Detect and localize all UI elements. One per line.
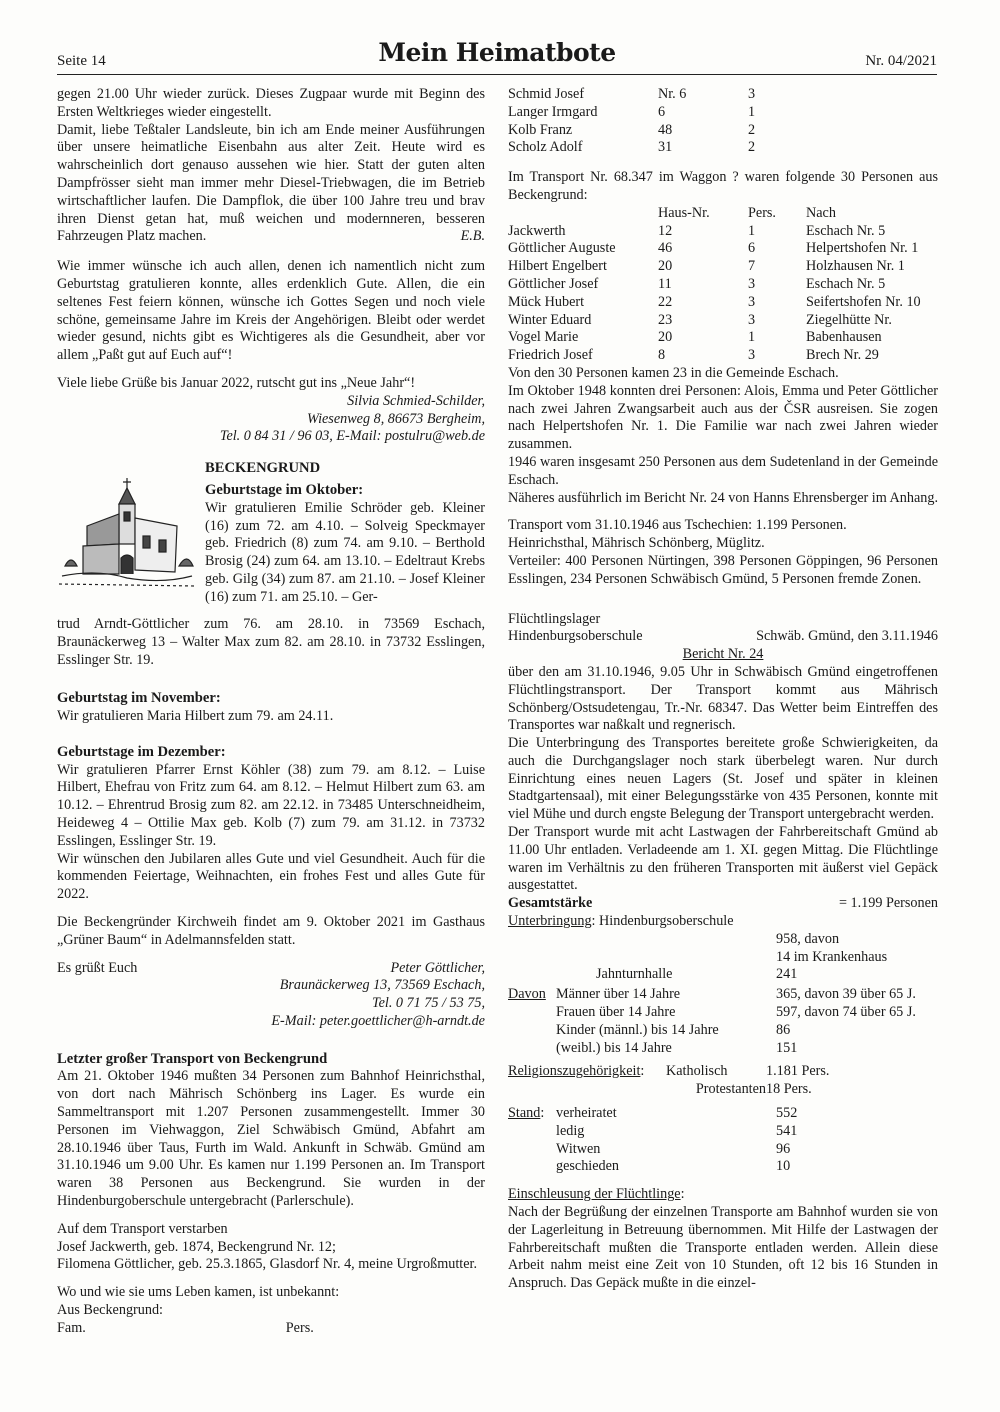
- table-cell: Witwen: [556, 1140, 601, 1157]
- table-cell: 2: [748, 121, 756, 138]
- church-illustration: [57, 474, 197, 594]
- row-label: [508, 1158, 556, 1176]
- table-cell: Hilbert Engelbert: [508, 258, 607, 275]
- table-cell: 1: [748, 329, 756, 346]
- paragraph: Der Transport wurde mit acht Lastwagen der Fahrbereitschaft Gmünd ab 11.00 Uhr entladen. Verladeende am 1. XI. gegen Mittag. Die Flüchtlinge waren im Verhältnis zu den früheren Transporten mit äußerst viel Gepäck ausgestattet.: [508, 824, 938, 894]
- religion-table: [508, 1063, 938, 1099]
- table-cell: 86: [776, 1021, 791, 1038]
- table-row: [508, 258, 938, 276]
- table-row: [508, 1123, 836, 1141]
- table-row: [508, 86, 788, 104]
- table-cell: 3: [748, 86, 756, 102]
- table-row: [508, 139, 788, 157]
- table-cell: 6: [748, 240, 756, 257]
- table-cell: 597, davon 74 über 65 J.: [776, 1004, 916, 1021]
- subsection-title: Geburtstage im Dezember:: [57, 743, 226, 760]
- table-cell: Holzhausen Nr. 1: [806, 258, 905, 275]
- paragraph: Von den 30 Personen kamen 23 in die Gemeinde Eschach.: [508, 364, 839, 381]
- table-cell: Jackwerth: [508, 222, 566, 239]
- table-row: [508, 1141, 836, 1159]
- gym-row: Jahnturnhalle 241: [596, 966, 798, 983]
- table-cell: 12: [658, 222, 673, 239]
- table-cell: 18 Pers.: [766, 1081, 812, 1098]
- row-label: [508, 1040, 556, 1058]
- row-label: [508, 1123, 556, 1141]
- table-cell: Brech Nr. 29: [806, 347, 879, 364]
- table-cell: geschieden: [556, 1158, 620, 1175]
- table-row: [508, 223, 938, 241]
- table-cell: 552: [776, 1105, 798, 1122]
- paragraph: Die Unterbringung des Transportes bereitete große Schwierigkeiten, da auch die Durchgangslager noch stark überbelegt waren. Nur durch Einrichtung eines neuen Lagers (St. Josef und später in kleinen Stadtgartensaal), mit einer Belegungsstärke von 435 Personen, konnte mit viel Mühe und durch engste Belegung der Transport untergebracht werden.: [508, 735, 938, 823]
- table-cell: 20: [658, 329, 673, 346]
- table-row: [508, 276, 938, 294]
- paragraph: Flüchtlingslager: [508, 610, 601, 627]
- table-cell: Männer über 14 Jahre: [556, 986, 681, 1003]
- table-cell: 3: [748, 347, 756, 364]
- paragraph: Näheres ausführlich im Bericht Nr. 24 von Hanns Ehrensberger im Anhang.: [508, 489, 938, 506]
- row-label: Davon: [508, 986, 546, 1003]
- row-label: Religionszugehörigkeit:: [508, 1063, 645, 1080]
- transport-table: [508, 205, 938, 365]
- table-row: [508, 122, 788, 140]
- table-cell: Nr. 6: [658, 86, 687, 102]
- table-row: [508, 294, 938, 312]
- issue-number: Nr. 04/2021: [865, 53, 937, 69]
- table-row: [508, 1158, 836, 1176]
- table-cell: 1: [748, 103, 756, 120]
- breakdown-table: [508, 986, 938, 1057]
- paragraph: Wir gratulieren Pfarrer Ernst Köhler (38) zum 79. am 8.12. – Luise Hilbert, Ehefrau von Fritz zum 64. am 8.12. – Helmut Hilbert zum 63. am 10.12. – Ehrentrud Brosig zum 82. am 22.12. in 73485 Unterschneidheim, Heideweg 4 – Ottilie Max geb. Kolb (7) zum 79. am 31.12. in 73732 Esslingen, Esslinger Str. 19.: [57, 761, 485, 849]
- signature-name: Peter Göttlicher,: [390, 959, 485, 976]
- paragraph: Wir gratulieren Maria Hilbert zum 79. am 24.11.: [57, 707, 334, 724]
- paragraph: Josef Jackwerth, geb. 1874, Beckengrund Nr. 12;: [57, 1238, 336, 1255]
- table-cell: Katholisch: [666, 1063, 728, 1080]
- table-row: [508, 104, 788, 122]
- table-cell: Friedrich Josef: [508, 347, 593, 364]
- table-row: [508, 312, 938, 330]
- table-cell: Mück Hubert: [508, 293, 585, 310]
- table-cell: 151: [776, 1039, 798, 1056]
- paragraph: Nach der Begrüßung der einzelnen Transporte am Bahnhof wurden sie von der Lagerleitung in Betreuung übernommen. Mit Hilfe der Lastwagen der Fahrbereitschaft mußten die Transporte entladen werden. Allein diese Arbeit nahm meist eine Zeit von 10 Stunden, oft 12 bis 16 Stunden in Anspruch. Das Gepäck mußte in die einzel-: [508, 1204, 938, 1292]
- table-cell: 23: [658, 311, 673, 328]
- table-cell: Scholz Adolf: [508, 139, 583, 156]
- signature-block: [57, 960, 485, 978]
- table-row: [508, 986, 938, 1004]
- table-row: [508, 240, 938, 258]
- table-cell: Langer Irmgard: [508, 103, 598, 120]
- table-cell: 3: [748, 275, 756, 292]
- subsection-title: Geburtstage im Oktober:: [205, 481, 364, 498]
- row-label: [508, 1141, 556, 1159]
- paragraph: Wie immer wünsche ich auch allen, denen ich namentlich nicht zum Geburtstag gratulieren konnte, alles erdenklich Gute. Allen, die ein seltenes Fest feiern können, wünsche ich Gottes Segen und noch viele schöne, gemeinsame Jahre im Kreis der Angehörigen. Bleibt oder werdet wieder gesund, nichts gibt es Wichtigeres als die Gesundheit, aber vor allem „Paßt gut auf Euch auf“!: [57, 258, 485, 364]
- paragraph: Damit, liebe Teßtaler Landsleute, bin ich am Ende meiner Ausführungen über unsere heimatliche Eisenbahn aus alter Zeit. Heute wird es wahrscheinlich dort genauso aussehen wie hier. Statt der guten alten Dampfrösser sieht man immer mehr Diesel-Triebwagen, die im Betrieb wirtschaftlicher laufen. Die Dampflok, die über 100 Jahre treu und brav ihren Dienst getan hat, muß weichen und modernneren, besseren Fahrzeugen Platz machen. E.B.: [57, 121, 485, 245]
- table-cell: Winter Eduard: [508, 311, 592, 328]
- paragraph: Am 21. Oktober 1946 mußten 34 Personen zum Bahnhof Heinrichsthal, von dort nach Mährisch Schönberg ins Lager. Es wurde ein Sammeltransport mit 1.207 Personen zusammengestellt. Immer 30 Personen im Viehwaggon, Ziel Schwäbisch Gmünd, Abfahrt am 28.10.1946 über Taus, Furth im Wald. Ankunft in Schwäb. Gmünd am 31.10.1946 um 9.00 Uhr. Es kamen nur 1.199 Personen an. Im Transport waren 38 Personen aus Beckengrund. Sie wurden in der Hindenburgoberschule untergebracht (Parlerschule).: [57, 1068, 485, 1210]
- table-row: [508, 347, 938, 365]
- paragraph: Filomena Göttlicher, geb. 25.3.1865, Glasdorf Nr. 4, meine Urgroßmutter.: [57, 1256, 477, 1273]
- table-cell: 2: [748, 139, 756, 156]
- signature-address: Wiesenweg 8, 86673 Bergheim,: [307, 410, 485, 427]
- table-row: [508, 1040, 938, 1058]
- table-cell: Helpertshofen Nr. 1: [806, 240, 919, 257]
- table-cell: 3: [748, 293, 756, 310]
- paragraph: Transport vom 31.10.1946 aus Tschechien: 1.199 Personen.: [508, 517, 847, 534]
- page-number: Seite 14: [57, 53, 106, 69]
- column-header: Pers.: [748, 204, 776, 221]
- table-cell: 10: [776, 1158, 791, 1175]
- paragraph: Aus Beckengrund:: [57, 1302, 163, 1319]
- table-cell: 20: [658, 258, 673, 275]
- row-label: [508, 1081, 666, 1099]
- report-title: Bericht Nr. 24: [682, 646, 764, 663]
- subsection-title: Geburtstag im November:: [57, 690, 221, 707]
- left-column: [57, 86, 485, 1338]
- column-header: [508, 205, 658, 223]
- table-cell: 22: [658, 293, 673, 310]
- table-header: [508, 205, 938, 223]
- table-cell: Babenhausen: [806, 329, 882, 346]
- paragraph: Heinrichsthal, Mährisch Schönberg, Müglitz.: [508, 535, 765, 552]
- table-cell: 365, davon 39 über 65 J.: [776, 986, 916, 1003]
- signature-contact: Tel. 0 84 31 / 96 03, E-Mail: postulru@web.de: [219, 428, 485, 445]
- table-cell: 1.181 Pers.: [766, 1063, 830, 1080]
- table-cell: Ziegelhütte Nr.: [806, 311, 892, 328]
- table-cell: Göttlicher Auguste: [508, 240, 616, 257]
- table-cell: Seifertshofen Nr. 10: [806, 293, 921, 310]
- paragraph: über den am 31.10.1946, 9.05 Uhr in Schwäbisch Gmünd eingetroffenen Flüchtlingstransport. Der Transport kommt aus Mährisch Schönberg/Ostsudetengau, Tr.-Nr. 68347. Das Wetter beim Eintreffen des Transportes war naßkalt und regnerisch.: [508, 663, 938, 734]
- table-row: [508, 329, 938, 347]
- table-cell: (weibl.) bis 14 Jahre: [556, 1039, 672, 1056]
- table-cell: 31: [658, 139, 673, 156]
- signature-name: Silvia Schmied-Schilder,: [347, 392, 485, 409]
- paragraph: Viele liebe Grüße bis Januar 2022, rutscht gut ins „Neue Jahr“!: [57, 374, 416, 391]
- paragraph: 1946 waren insgesamt 250 Personen aus dem Sudetenland in der Gemeinde Eschach.: [508, 453, 938, 488]
- paragraph: Verteiler: 400 Personen Nürtingen, 398 Personen Göppingen, 96 Personen Esslingen, 234 Personen Schwäbisch Gmünd, 5 Personen fremde Zonen.: [508, 552, 938, 587]
- article-title: Letzter großer Transport von Beckengrund: [57, 1050, 328, 1067]
- row-label: Stand:: [508, 1105, 545, 1122]
- paragraph: gegen 21.00 Uhr wieder zurück. Dieses Zugpaar wurde mit Beginn des Ersten Weltkrieges wieder eingestellt.: [57, 86, 485, 120]
- table-row: [508, 1105, 836, 1123]
- table-cell: 96: [776, 1140, 791, 1157]
- row-label: [508, 1004, 556, 1022]
- newspaper-logo: Mein Heimatbote: [378, 38, 616, 67]
- total-strength: Gesamtstärke = 1.199 Personen: [508, 895, 938, 912]
- fam-pers-row: Fam. Pers.: [57, 1319, 314, 1336]
- dateline: Hindenburgsoberschule Schwäb. Gmünd, den 3.11.1946: [508, 628, 938, 645]
- status-table: [508, 1105, 836, 1176]
- paragraph: Im Oktober 1948 konnten drei Personen: Alois, Emma und Peter Göttlicher nach zwei Jahren Zwangsarbeit auch aus der ČSR ausreisen. Sie zogen nach Helpertshofen Nr. 1. Die Familie war nach zwei Jahren wieder zusammen.: [508, 382, 938, 453]
- section-title: BECKENGRUND: [205, 460, 321, 477]
- accommodation: Unterbringung: Hindenburgsoberschule: [508, 913, 734, 930]
- family-table: [508, 86, 788, 157]
- row-label: [508, 1022, 556, 1040]
- table-cell: 541: [776, 1122, 798, 1139]
- accommodation-value: 958, davon 14 im Krankenhaus: [776, 930, 888, 965]
- paragraph: Wo und wie sie ums Leben kamen, ist unbekannt:: [57, 1284, 340, 1301]
- beckengrund-birthdays: [205, 460, 485, 606]
- paragraph: Wir gratulieren Emilie Schröder geb. Kleiner (16) zum 72. am 4.10. – Solveig Speckmayer geb. Friedrich (8) zum 74. am 9.10. – Berthold Brosig (24) zum 64. am 13.10. – Edeltraut Krebs geb. Gilg (34) zum 87. am 21.10. – Josef Kleiner (16) zum 71. am 25.10. – Ger-: [205, 499, 485, 605]
- table-row: [508, 1081, 938, 1099]
- column-header: Nach: [806, 204, 836, 221]
- page-header: [57, 38, 937, 75]
- table-row: [508, 1022, 938, 1040]
- table-cell: Vogel Marie: [508, 329, 579, 346]
- table-cell: 1: [748, 222, 756, 239]
- beckengrund-section: [57, 460, 485, 676]
- column-header: Haus-Nr.: [658, 204, 710, 221]
- paragraph: Die Beckengründer Kirchweih findet am 9. Oktober 2021 im Gasthaus „Grüner Baum“ in Adelmannsfelden statt.: [57, 913, 485, 948]
- table-cell: 3: [748, 311, 756, 328]
- greeting: Es grüßt Euch: [57, 959, 138, 976]
- paragraph-continued: trud Arndt-Göttlicher zum 76. am 28.10. in 73569 Eschach, Braunäckerweg 13 – Walter Max zum 82. am 28.10. in 73732 Esslingen, Esslinger Str. 19.: [57, 616, 485, 668]
- table-row: [508, 1004, 938, 1022]
- table-cell: verheiratet: [556, 1105, 617, 1122]
- table-cell: 7: [748, 258, 756, 275]
- subsection-title: Einschleusung der Flüchtlinge:: [508, 1186, 685, 1203]
- table-cell: Kinder (männl.) bis 14 Jahre: [556, 1021, 719, 1038]
- signature-address: Braunäckerweg 13, 73569 Eschach, Tel. 0 71 75 / 53 75, E-Mail: peter.goettlicher@h-arndt.de: [271, 977, 485, 1029]
- table-row: [508, 1063, 938, 1081]
- paragraph: Auf dem Transport verstarben: [57, 1220, 228, 1237]
- table-cell: 6: [658, 103, 666, 120]
- table-cell: Protestanten: [695, 1081, 766, 1098]
- author-initials: E.B.: [460, 228, 485, 245]
- table-cell: Schmid Josef: [508, 86, 585, 102]
- table-cell: Eschach Nr. 5: [806, 275, 886, 292]
- paragraph: Im Transport Nr. 68.347 im Waggon ? waren folgende 30 Personen aus Beckengrund:: [508, 169, 938, 203]
- table-cell: Frauen über 14 Jahre: [556, 1004, 676, 1021]
- table-cell: Göttlicher Josef: [508, 275, 599, 292]
- table-cell: Eschach Nr. 5: [806, 222, 886, 239]
- table-cell: 11: [658, 275, 672, 292]
- table-cell: ledig: [556, 1122, 585, 1139]
- table-cell: Kolb Franz: [508, 121, 573, 138]
- table-cell: 46: [658, 240, 673, 257]
- table-cell: 48: [658, 121, 673, 138]
- table-cell: 8: [658, 347, 666, 364]
- paragraph: Wir wünschen den Jubilaren alles Gute und viel Gesundheit. Auch für die kommenden Feiertage, Weihnachten, ein frohes Fest und alles Gute für 2022.: [57, 850, 485, 903]
- right-column: [508, 86, 938, 1293]
